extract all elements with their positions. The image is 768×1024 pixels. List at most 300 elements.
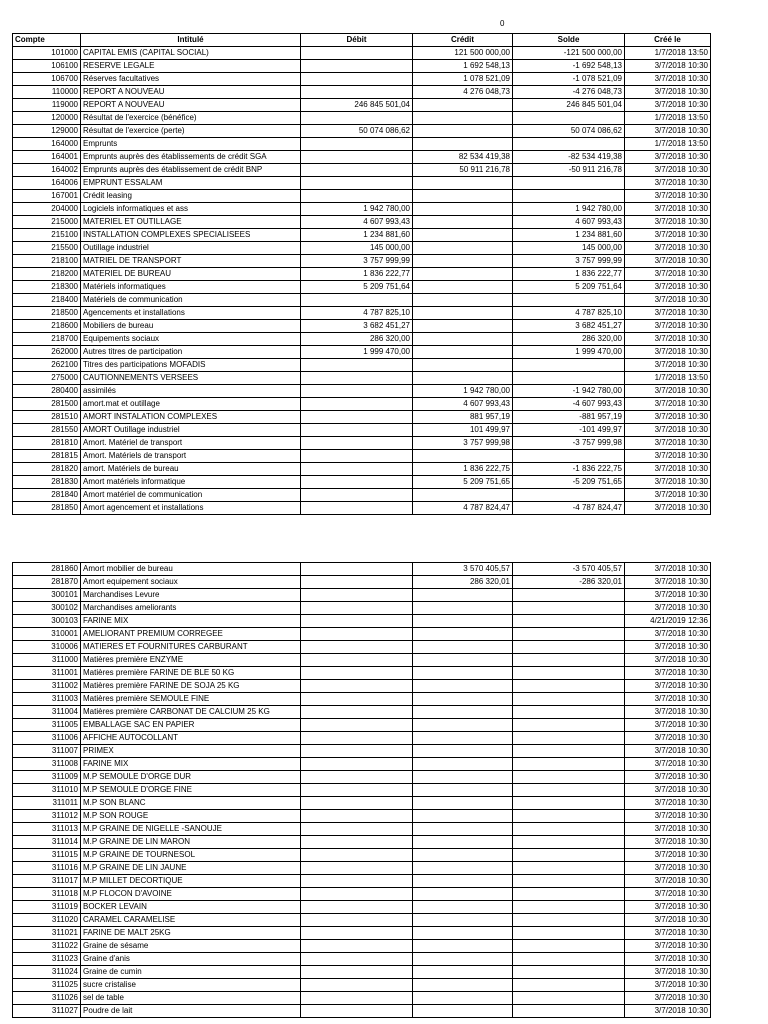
intitule-cell: M.P SON ROUGE (81, 810, 301, 823)
debit-cell (301, 914, 413, 927)
compte-cell: 311015 (13, 849, 81, 862)
intitule-cell: INSTALLATION COMPLEXES SPECIALISEES (81, 229, 301, 242)
debit-cell (301, 862, 413, 875)
debit-cell (301, 901, 413, 914)
intitule-cell: AFFICHE AUTOCOLLANT (81, 732, 301, 745)
debit-cell (301, 823, 413, 836)
credit-cell (413, 862, 513, 875)
debit-cell (301, 745, 413, 758)
cree-le-cell: 3/7/2018 10:30 (625, 151, 711, 164)
solde-cell (513, 888, 625, 901)
credit-cell: 1 692 548,13 (413, 60, 513, 73)
table-row (13, 398, 711, 411)
debit-cell (301, 784, 413, 797)
table-row (13, 563, 711, 576)
intitule-cell: Graine de cumin (81, 966, 301, 979)
solde-cell (513, 966, 625, 979)
cree-le-cell: 3/7/2018 10:30 (625, 693, 711, 706)
intitule-cell: Amort. Matériel de transport (81, 437, 301, 450)
debit-cell (301, 888, 413, 901)
cree-le-cell: 3/7/2018 10:30 (625, 333, 711, 346)
intitule-cell: Emprunts auprès des établissement de crédit BNP (81, 164, 301, 177)
solde-cell: 1 999 470,00 (513, 346, 625, 359)
debit-cell (301, 628, 413, 641)
intitule-cell: Matières première CARBONAT DE CALCIUM 25 KG (81, 706, 301, 719)
credit-cell (413, 823, 513, 836)
table-row (13, 138, 711, 151)
intitule-cell: AMELIORANT PREMIUM CORREGEE (81, 628, 301, 641)
solde-cell (513, 732, 625, 745)
credit-cell (413, 138, 513, 151)
debit-cell (301, 797, 413, 810)
table-row (13, 667, 711, 680)
debit-cell (301, 463, 413, 476)
debit-cell (301, 86, 413, 99)
intitule-cell: Marchandises Levure (81, 589, 301, 602)
intitule-cell: CAPITAL EMIS (CAPITAL SOCIAL) (81, 47, 301, 60)
compte-cell: 311017 (13, 875, 81, 888)
debit-cell (301, 940, 413, 953)
credit-cell (413, 203, 513, 216)
cree-le-cell: 3/7/2018 10:30 (625, 1005, 711, 1018)
credit-cell: 1 836 222,75 (413, 463, 513, 476)
credit-cell (413, 242, 513, 255)
compte-cell: 164001 (13, 151, 81, 164)
table-row (13, 966, 711, 979)
intitule-cell: PRIMEX (81, 745, 301, 758)
compte-cell: 164000 (13, 138, 81, 151)
intitule-cell: FARINE MIX (81, 615, 301, 628)
table-body-top (13, 47, 711, 515)
compte-cell: 311020 (13, 914, 81, 927)
compte-cell: 300101 (13, 589, 81, 602)
compte-cell: 310001 (13, 628, 81, 641)
credit-cell (413, 888, 513, 901)
intitule-cell: Résultat de l'exercice (bénéfice) (81, 112, 301, 125)
cree-le-cell: 3/7/2018 10:30 (625, 589, 711, 602)
cree-le-cell: 1/7/2018 13:50 (625, 372, 711, 385)
intitule-cell: Amort mobilier de bureau (81, 563, 301, 576)
intitule-cell: sel de table (81, 992, 301, 1005)
table-row (13, 229, 711, 242)
table-row (13, 125, 711, 138)
intitule-cell: Equipements sociaux (81, 333, 301, 346)
solde-cell: 4 607 993,43 (513, 216, 625, 229)
table-row (13, 99, 711, 112)
credit-cell (413, 706, 513, 719)
solde-cell: 3 682 451,27 (513, 320, 625, 333)
debit-cell (301, 489, 413, 502)
debit-cell (301, 771, 413, 784)
solde-cell (513, 680, 625, 693)
header-credit: Crédit (413, 34, 513, 47)
intitule-cell: Graine d'anis (81, 953, 301, 966)
table-row (13, 901, 711, 914)
compte-cell: 281860 (13, 563, 81, 576)
debit-cell: 50 074 086,62 (301, 125, 413, 138)
cree-le-cell: 3/7/2018 10:30 (625, 797, 711, 810)
cree-le-cell: 3/7/2018 10:30 (625, 849, 711, 862)
header-solde: Solde (513, 34, 625, 47)
debit-cell (301, 680, 413, 693)
compte-cell: 262100 (13, 359, 81, 372)
cree-le-cell: 3/7/2018 10:30 (625, 320, 711, 333)
compte-cell: 311011 (13, 797, 81, 810)
intitule-cell: MATRIEL DE TRANSPORT (81, 255, 301, 268)
solde-cell (513, 875, 625, 888)
table-row (13, 1005, 711, 1018)
cree-le-cell: 3/7/2018 10:30 (625, 745, 711, 758)
credit-cell (413, 281, 513, 294)
debit-cell (301, 112, 413, 125)
table-row (13, 784, 711, 797)
table-row (13, 489, 711, 502)
compte-cell: 311003 (13, 693, 81, 706)
credit-cell: 3 570 405,57 (413, 563, 513, 576)
credit-cell (413, 255, 513, 268)
cree-le-cell: 1/7/2018 13:50 (625, 47, 711, 60)
cree-le-cell: 3/7/2018 10:30 (625, 979, 711, 992)
compte-cell: 218500 (13, 307, 81, 320)
intitule-cell: MATERIEL DE BUREAU (81, 268, 301, 281)
solde-cell: 145 000,00 (513, 242, 625, 255)
accounts-table-bottom (12, 562, 711, 1018)
compte-cell: 311012 (13, 810, 81, 823)
solde-cell (513, 719, 625, 732)
solde-cell (513, 784, 625, 797)
compte-cell: 311027 (13, 1005, 81, 1018)
intitule-cell: M.P SEMOULE D'ORGE DUR (81, 771, 301, 784)
accounts-table-top (12, 33, 711, 515)
credit-cell (413, 680, 513, 693)
solde-cell: -1 692 548,13 (513, 60, 625, 73)
credit-cell (413, 758, 513, 771)
intitule-cell: EMBALLAGE SAC EN PAPIER (81, 719, 301, 732)
cree-le-cell: 3/7/2018 10:30 (625, 966, 711, 979)
intitule-cell: FARINE DE MALT 25KG (81, 927, 301, 940)
credit-cell (413, 112, 513, 125)
compte-cell: 311000 (13, 654, 81, 667)
table-row (13, 628, 711, 641)
compte-cell: 311001 (13, 667, 81, 680)
debit-cell: 1 234 881,60 (301, 229, 413, 242)
credit-cell (413, 99, 513, 112)
debit-cell (301, 641, 413, 654)
table-row (13, 268, 711, 281)
intitule-cell: M.P GRAINE DE LIN MARON (81, 836, 301, 849)
intitule-cell: M.P GRAINE DE LIN JAUNE (81, 862, 301, 875)
compte-cell: 218300 (13, 281, 81, 294)
compte-cell: 311026 (13, 992, 81, 1005)
intitule-cell: Matières première FARINE DE SOJA 25 KG (81, 680, 301, 693)
cree-le-cell: 1/7/2018 13:50 (625, 112, 711, 125)
debit-cell (301, 953, 413, 966)
page-number: 0 (500, 19, 505, 28)
cree-le-cell: 3/7/2018 10:30 (625, 359, 711, 372)
table-row (13, 771, 711, 784)
table-row (13, 641, 711, 654)
cree-le-cell: 3/7/2018 10:30 (625, 164, 711, 177)
cree-le-cell: 3/7/2018 10:30 (625, 385, 711, 398)
intitule-cell: M.P MILLET DECORTIQUE (81, 875, 301, 888)
cree-le-cell: 3/7/2018 10:30 (625, 307, 711, 320)
debit-cell (301, 602, 413, 615)
cree-le-cell: 3/7/2018 10:30 (625, 450, 711, 463)
compte-cell: 311008 (13, 758, 81, 771)
solde-cell: 246 845 501,04 (513, 99, 625, 112)
table-row (13, 346, 711, 359)
debit-cell (301, 47, 413, 60)
debit-cell (301, 615, 413, 628)
debit-cell (301, 966, 413, 979)
table-row (13, 706, 711, 719)
table-row (13, 73, 711, 86)
solde-cell (513, 450, 625, 463)
credit-cell (413, 1005, 513, 1018)
cree-le-cell: 3/7/2018 10:30 (625, 216, 711, 229)
debit-cell (301, 60, 413, 73)
table-row (13, 203, 711, 216)
solde-cell (513, 294, 625, 307)
solde-cell (513, 706, 625, 719)
credit-cell (413, 654, 513, 667)
cree-le-cell: 3/7/2018 10:30 (625, 502, 711, 515)
intitule-cell: assimilés (81, 385, 301, 398)
header-compte: Compte (13, 34, 81, 47)
table-row (13, 164, 711, 177)
credit-cell (413, 346, 513, 359)
intitule-cell: Titres des participations MOFADIS (81, 359, 301, 372)
cree-le-cell: 3/7/2018 10:30 (625, 641, 711, 654)
cree-le-cell: 3/7/2018 10:30 (625, 992, 711, 1005)
credit-cell (413, 216, 513, 229)
solde-cell (513, 953, 625, 966)
cree-le-cell: 3/7/2018 10:30 (625, 862, 711, 875)
intitule-cell: AMORT Outillage industriel (81, 424, 301, 437)
intitule-cell: Résultat de l'exercice (perte) (81, 125, 301, 138)
solde-cell: -50 911 216,78 (513, 164, 625, 177)
solde-cell: -3 570 405,57 (513, 563, 625, 576)
cree-le-cell: 3/7/2018 10:30 (625, 706, 711, 719)
debit-cell (301, 836, 413, 849)
table-row (13, 888, 711, 901)
intitule-cell: Emprunts auprès des établissements de crédit SGA (81, 151, 301, 164)
compte-cell: 218100 (13, 255, 81, 268)
compte-cell: 101000 (13, 47, 81, 60)
cree-le-cell: 4/21/2019 12:36 (625, 615, 711, 628)
cree-le-cell: 3/7/2018 10:30 (625, 281, 711, 294)
debit-cell (301, 372, 413, 385)
compte-cell: 275000 (13, 372, 81, 385)
table-row (13, 823, 711, 836)
compte-cell: 311021 (13, 927, 81, 940)
debit-cell: 4 787 825,10 (301, 307, 413, 320)
credit-cell (413, 450, 513, 463)
solde-cell: -1 942 780,00 (513, 385, 625, 398)
table-row (13, 953, 711, 966)
solde-cell: -881 957,19 (513, 411, 625, 424)
debit-cell (301, 875, 413, 888)
cree-le-cell: 3/7/2018 10:30 (625, 346, 711, 359)
solde-cell: 1 942 780,00 (513, 203, 625, 216)
compte-cell: 280400 (13, 385, 81, 398)
credit-cell: 4 607 993,43 (413, 398, 513, 411)
intitule-cell: Mobiliers de bureau (81, 320, 301, 333)
intitule-cell: Matériels informatiques (81, 281, 301, 294)
credit-cell: 50 911 216,78 (413, 164, 513, 177)
cree-le-cell: 3/7/2018 10:30 (625, 437, 711, 450)
cree-le-cell: 3/7/2018 10:30 (625, 463, 711, 476)
cree-le-cell: 3/7/2018 10:30 (625, 953, 711, 966)
debit-cell (301, 450, 413, 463)
table-row (13, 810, 711, 823)
intitule-cell: M.P SEMOULE D'ORGE FINE (81, 784, 301, 797)
debit-cell (301, 476, 413, 489)
compte-cell: 311007 (13, 745, 81, 758)
cree-le-cell: 3/7/2018 10:30 (625, 424, 711, 437)
credit-cell (413, 589, 513, 602)
compte-cell: 218700 (13, 333, 81, 346)
cree-le-cell: 3/7/2018 10:30 (625, 719, 711, 732)
credit-cell: 5 209 751,65 (413, 476, 513, 489)
debit-cell: 1 942 780,00 (301, 203, 413, 216)
compte-cell: 281815 (13, 450, 81, 463)
credit-cell: 3 757 999,98 (413, 437, 513, 450)
intitule-cell: Agencements et installations (81, 307, 301, 320)
compte-cell: 281870 (13, 576, 81, 589)
solde-cell (513, 602, 625, 615)
compte-cell: 218600 (13, 320, 81, 333)
table-row (13, 927, 711, 940)
intitule-cell: M.P GRAINE DE NIGELLE -SANOUJE (81, 823, 301, 836)
table-row (13, 294, 711, 307)
debit-cell (301, 719, 413, 732)
credit-cell (413, 333, 513, 346)
solde-cell (513, 190, 625, 203)
intitule-cell: M.P GRAINE DE TOURNESOL (81, 849, 301, 862)
debit-cell (301, 411, 413, 424)
solde-cell: -121 500 000,00 (513, 47, 625, 60)
cree-le-cell: 3/7/2018 10:30 (625, 229, 711, 242)
debit-cell (301, 706, 413, 719)
compte-cell: 311006 (13, 732, 81, 745)
intitule-cell: Crédit leasing (81, 190, 301, 203)
table-row (13, 112, 711, 125)
solde-cell: 50 074 086,62 (513, 125, 625, 138)
compte-cell: 311005 (13, 719, 81, 732)
table-row (13, 693, 711, 706)
compte-cell: 311022 (13, 940, 81, 953)
table-row (13, 654, 711, 667)
intitule-cell: BOCKER LEVAIN (81, 901, 301, 914)
cree-le-cell: 3/7/2018 10:30 (625, 810, 711, 823)
debit-cell (301, 576, 413, 589)
table-row (13, 476, 711, 489)
compte-cell: 281830 (13, 476, 81, 489)
debit-cell (301, 667, 413, 680)
credit-cell (413, 797, 513, 810)
table-row (13, 862, 711, 875)
cree-le-cell: 3/7/2018 10:30 (625, 255, 711, 268)
debit-cell: 3 682 451,27 (301, 320, 413, 333)
cree-le-cell: 3/7/2018 10:30 (625, 125, 711, 138)
debit-cell: 286 320,00 (301, 333, 413, 346)
solde-cell: -4 276 048,73 (513, 86, 625, 99)
table-row (13, 463, 711, 476)
solde-cell: 1 836 222,77 (513, 268, 625, 281)
table-row (13, 849, 711, 862)
table-row (13, 216, 711, 229)
intitule-cell: REPORT A NOUVEAU (81, 86, 301, 99)
compte-cell: 311013 (13, 823, 81, 836)
solde-cell: 3 757 999,99 (513, 255, 625, 268)
solde-cell (513, 836, 625, 849)
header-intitule: Intitulé (81, 34, 301, 47)
solde-cell (513, 641, 625, 654)
table-row (13, 875, 711, 888)
cree-le-cell: 3/7/2018 10:30 (625, 294, 711, 307)
intitule-cell: amort.mat et outillage (81, 398, 301, 411)
table-row (13, 242, 711, 255)
solde-cell (513, 112, 625, 125)
table-row (13, 359, 711, 372)
compte-cell: 311014 (13, 836, 81, 849)
intitule-cell: Logiciels informatiques et ass (81, 203, 301, 216)
table-body-bottom (13, 563, 711, 1018)
compte-cell: 218200 (13, 268, 81, 281)
cree-le-cell: 3/7/2018 10:30 (625, 489, 711, 502)
header-cree-le: Créé le (625, 34, 711, 47)
debit-cell: 4 607 993,43 (301, 216, 413, 229)
credit-cell (413, 719, 513, 732)
solde-cell (513, 927, 625, 940)
debit-cell (301, 992, 413, 1005)
credit-cell: 4 787 824,47 (413, 502, 513, 515)
solde-cell (513, 849, 625, 862)
debit-cell (301, 398, 413, 411)
credit-cell (413, 125, 513, 138)
solde-cell (513, 914, 625, 927)
intitule-cell: EMPRUNT ESSALAM (81, 177, 301, 190)
compte-cell: 129000 (13, 125, 81, 138)
intitule-cell: Amort matériel de communication (81, 489, 301, 502)
cree-le-cell: 3/7/2018 10:30 (625, 771, 711, 784)
table-row (13, 502, 711, 515)
compte-cell: 218400 (13, 294, 81, 307)
intitule-cell: CARAMEL CARAMELISE (81, 914, 301, 927)
solde-cell (513, 628, 625, 641)
solde-cell (513, 862, 625, 875)
cree-le-cell: 3/7/2018 10:30 (625, 411, 711, 424)
table-row (13, 320, 711, 333)
compte-cell: 311004 (13, 706, 81, 719)
compte-cell: 310006 (13, 641, 81, 654)
table-row (13, 47, 711, 60)
credit-cell: 1 078 521,09 (413, 73, 513, 86)
solde-cell (513, 138, 625, 151)
debit-cell (301, 849, 413, 862)
cree-le-cell: 3/7/2018 10:30 (625, 667, 711, 680)
solde-cell: -101 499,97 (513, 424, 625, 437)
debit-cell: 1 836 222,77 (301, 268, 413, 281)
credit-cell: 101 499,97 (413, 424, 513, 437)
cree-le-cell: 3/7/2018 10:30 (625, 476, 711, 489)
credit-cell (413, 875, 513, 888)
intitule-cell: Réserves facultatives (81, 73, 301, 86)
compte-cell: 281820 (13, 463, 81, 476)
intitule-cell: Matières première FARINE DE BLE 50 KG (81, 667, 301, 680)
compte-cell: 106100 (13, 60, 81, 73)
